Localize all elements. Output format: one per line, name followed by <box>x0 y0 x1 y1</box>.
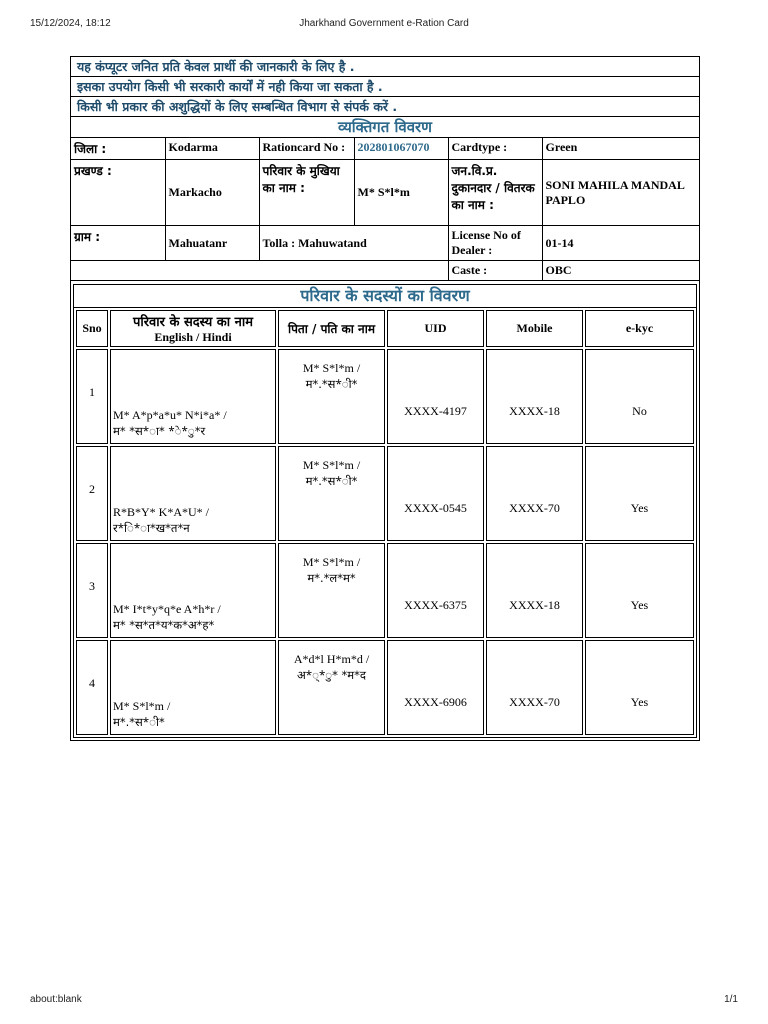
village-value: Mahuatanr <box>165 226 259 261</box>
member-name <box>110 446 276 541</box>
member-father <box>278 349 385 444</box>
rationcard-label: Rationcard No : <box>259 138 354 160</box>
member-ekyc: Yes <box>585 446 694 541</box>
district-value: Kodarma <box>165 138 259 160</box>
member-name <box>110 349 276 444</box>
head-of-family-value: M* S*l*m <box>354 160 448 226</box>
member-name-hindi: म* *स*ा* *े*ु*र <box>113 424 206 438</box>
col-member-name <box>110 310 276 347</box>
member-name-english: M* A*p*a*u* N*i*a* / <box>113 408 227 422</box>
district-label: जिला : <box>71 138 165 160</box>
notice-line-1: यह कंप्यूटर जनित प्रति केवल प्रार्थी की जानकारी के लिए है . <box>71 57 699 77</box>
col-member-name-hindi: परिवार के सदस्य का नाम <box>132 315 254 330</box>
member-father-english: M* S*l*m / <box>302 555 361 569</box>
notice-line-3: किसी भी प्रकार की अशुद्धियों के लिए सम्बन्धित विभाग से संपर्क करें . <box>71 97 699 117</box>
col-father-name: पिता / पति का नाम <box>278 310 385 347</box>
head-of-family-label: परिवार के मुखिया का नाम : <box>259 160 354 226</box>
member-name-hindi: र*ि*ा*ख*त*न <box>113 521 190 535</box>
member-uid: XXXX-6906 <box>387 640 484 735</box>
village-label: ग्राम : <box>71 226 165 261</box>
notice-line-2: इसका उपयोग किसी भी सरकारी कार्यों में नही किया जा सकता है . <box>71 77 699 97</box>
table-row <box>76 640 694 735</box>
print-url: about:blank <box>30 994 82 1005</box>
family-members-title: परिवार के सदस्यों का विवरण <box>74 285 696 308</box>
member-father <box>278 446 385 541</box>
member-mobile: XXXX-70 <box>486 446 583 541</box>
table-row <box>76 446 694 541</box>
member-father <box>278 543 385 638</box>
member-father-english: A*d*l H*m*d / <box>293 652 370 666</box>
col-mobile: Mobile <box>486 310 583 347</box>
member-name-english: M* I*t*y*q*e A*h*r / <box>113 602 221 616</box>
col-uid: UID <box>387 310 484 347</box>
member-father-hindi: म*.*ल*म* <box>307 571 356 585</box>
member-father-hindi: म*.*स*ी* <box>305 474 358 488</box>
personal-details-table <box>71 138 699 281</box>
rationcard-number: 202801067070 <box>354 138 448 160</box>
table-header-row <box>76 310 694 347</box>
print-page-number: 1/1 <box>724 994 738 1005</box>
dealer-label: जन.वि.प्र. दुकानदार / वितरक का नाम : <box>448 160 542 226</box>
col-member-name-english: English / Hindi <box>154 330 232 344</box>
member-mobile: XXXX-18 <box>486 543 583 638</box>
member-sno: 2 <box>76 446 108 541</box>
member-father-hindi: अ*्*ु* *म*द <box>296 668 366 682</box>
dealer-value: SONI MAHILA MANDAL PAPLO <box>542 160 699 226</box>
member-father-hindi: म*.*स*ी* <box>305 377 358 391</box>
caste-value: OBC <box>542 261 699 281</box>
member-mobile: XXXX-70 <box>486 640 583 735</box>
cardtype-label: Cardtype : <box>448 138 542 160</box>
table-row <box>76 543 694 638</box>
member-ekyc: Yes <box>585 543 694 638</box>
member-name <box>110 640 276 735</box>
member-ekyc: No <box>585 349 694 444</box>
col-ekyc: e-kyc <box>585 310 694 347</box>
member-name-hindi: म*.*स*ी* <box>113 715 165 729</box>
family-members-section <box>73 284 697 738</box>
personal-details-title: व्यक्तिगत विवरण <box>71 117 699 138</box>
block-value: Markacho <box>165 160 259 226</box>
license-value: 01-14 <box>542 226 699 261</box>
member-sno: 4 <box>76 640 108 735</box>
print-page-title: Jharkhand Government e-Ration Card <box>299 18 469 29</box>
caste-spacer <box>71 261 448 281</box>
family-members-table <box>74 308 696 737</box>
member-name-hindi: म* *स*त*य*क*अ*ह* <box>113 618 215 632</box>
member-uid: XXXX-6375 <box>387 543 484 638</box>
member-ekyc: Yes <box>585 640 694 735</box>
member-name <box>110 543 276 638</box>
member-name-english: M* S*l*m / <box>113 699 171 713</box>
tolla-value: Tolla : Mahuwatand <box>259 226 448 261</box>
member-father-english: M* S*l*m / <box>302 361 361 375</box>
member-father <box>278 640 385 735</box>
caste-label: Caste : <box>448 261 542 281</box>
block-label: प्रखण्ड : <box>71 160 165 226</box>
table-row <box>76 349 694 444</box>
member-name-english: R*B*Y* K*A*U* / <box>113 505 210 519</box>
member-uid: XXXX-0545 <box>387 446 484 541</box>
member-sno: 3 <box>76 543 108 638</box>
member-father-english: M* S*l*m / <box>302 458 361 472</box>
member-sno: 1 <box>76 349 108 444</box>
cardtype-value: Green <box>542 138 699 160</box>
ration-card <box>70 56 700 741</box>
col-sno: Sno <box>76 310 108 347</box>
print-datetime: 15/12/2024, 18:12 <box>30 18 111 29</box>
member-uid: XXXX-4197 <box>387 349 484 444</box>
license-label: License No of Dealer : <box>448 226 542 261</box>
member-mobile: XXXX-18 <box>486 349 583 444</box>
